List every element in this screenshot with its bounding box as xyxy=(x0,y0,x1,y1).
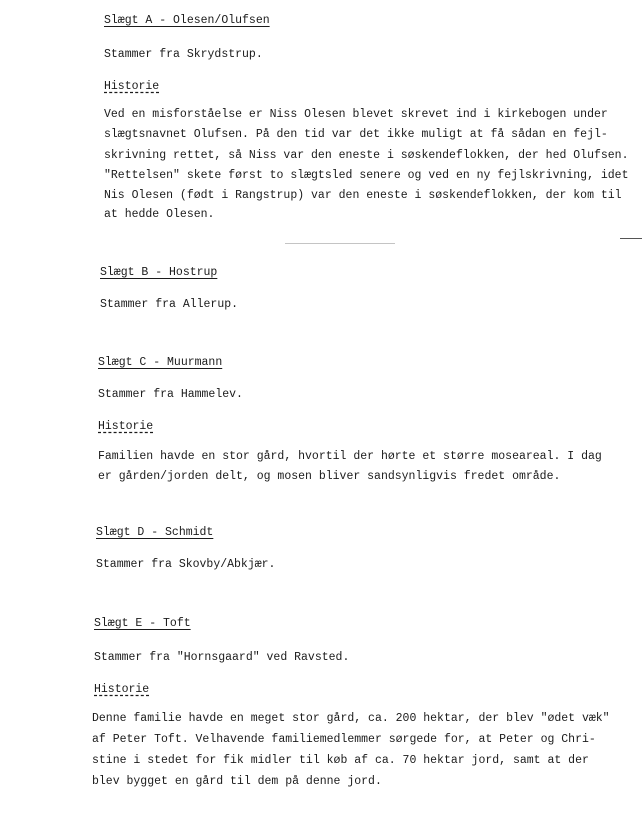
section-a-heading: Slægt A - Olesen/Olufsen xyxy=(104,14,270,27)
section-c-heading: Slægt C - Muurmann xyxy=(98,356,223,369)
history-line: blev bygget en gård til dem på denne jord. xyxy=(92,775,382,788)
scan-mark xyxy=(620,238,642,239)
history-line: Nis Olesen (født i Rangstrup) var den eneste i søskendeflokken, der kom til xyxy=(104,189,622,202)
scan-mark xyxy=(285,243,395,244)
section-e-history-label: Historie xyxy=(94,683,150,696)
section-d-heading: Slægt D - Schmidt xyxy=(96,526,214,539)
history-line: Ved en misforståelse er Niss Olesen blevet skrevet ind i kirkebogen under xyxy=(104,108,608,121)
history-line: Denne familie havde en meget stor gård, ca. 200 hektar, der blev "ødet væk" xyxy=(92,712,610,725)
section-b-heading: Slægt B - Hostrup xyxy=(100,266,218,279)
section-c-origin: Stammer fra Hammelev. xyxy=(98,388,243,401)
section-c-history-label: Historie xyxy=(98,420,154,433)
history-line: skrivning rettet, så Niss var den eneste i søskendeflokken, der hed Olufsen. xyxy=(104,149,629,162)
history-line: stine i stedet for fik midler til køb af ca. 70 hektar jord, samt at der xyxy=(92,754,589,767)
history-line: Familien havde en stor gård, hvortil der hørte et større moseareal. I dag xyxy=(98,450,602,463)
section-e-heading: Slægt E - Toft xyxy=(94,617,191,630)
section-e-origin: Stammer fra "Hornsgaard" ved Ravsted. xyxy=(94,651,350,664)
history-line: af Peter Toft. Velhavende familiemedlemmer sørgede for, at Peter og Chri- xyxy=(92,733,596,746)
section-a-origin: Stammer fra Skrydstrup. xyxy=(104,48,263,61)
section-b-origin: Stammer fra Allerup. xyxy=(100,298,239,311)
history-line: "Rettelsen" skete først to slægtsled senere og ved en ny fejlskrivning, idet xyxy=(104,169,629,182)
history-line: slægtsnavnet Olufsen. På den tid var det ikke muligt at få sådan en fejl- xyxy=(104,128,608,141)
section-a-history-label: Historie xyxy=(104,80,160,93)
history-line: er gården/jorden delt, og mosen bliver sandsynligvis fredet område. xyxy=(98,470,561,483)
section-d-origin: Stammer fra Skovby/Abkjær. xyxy=(96,558,276,571)
history-line: at hedde Olesen. xyxy=(104,208,215,221)
